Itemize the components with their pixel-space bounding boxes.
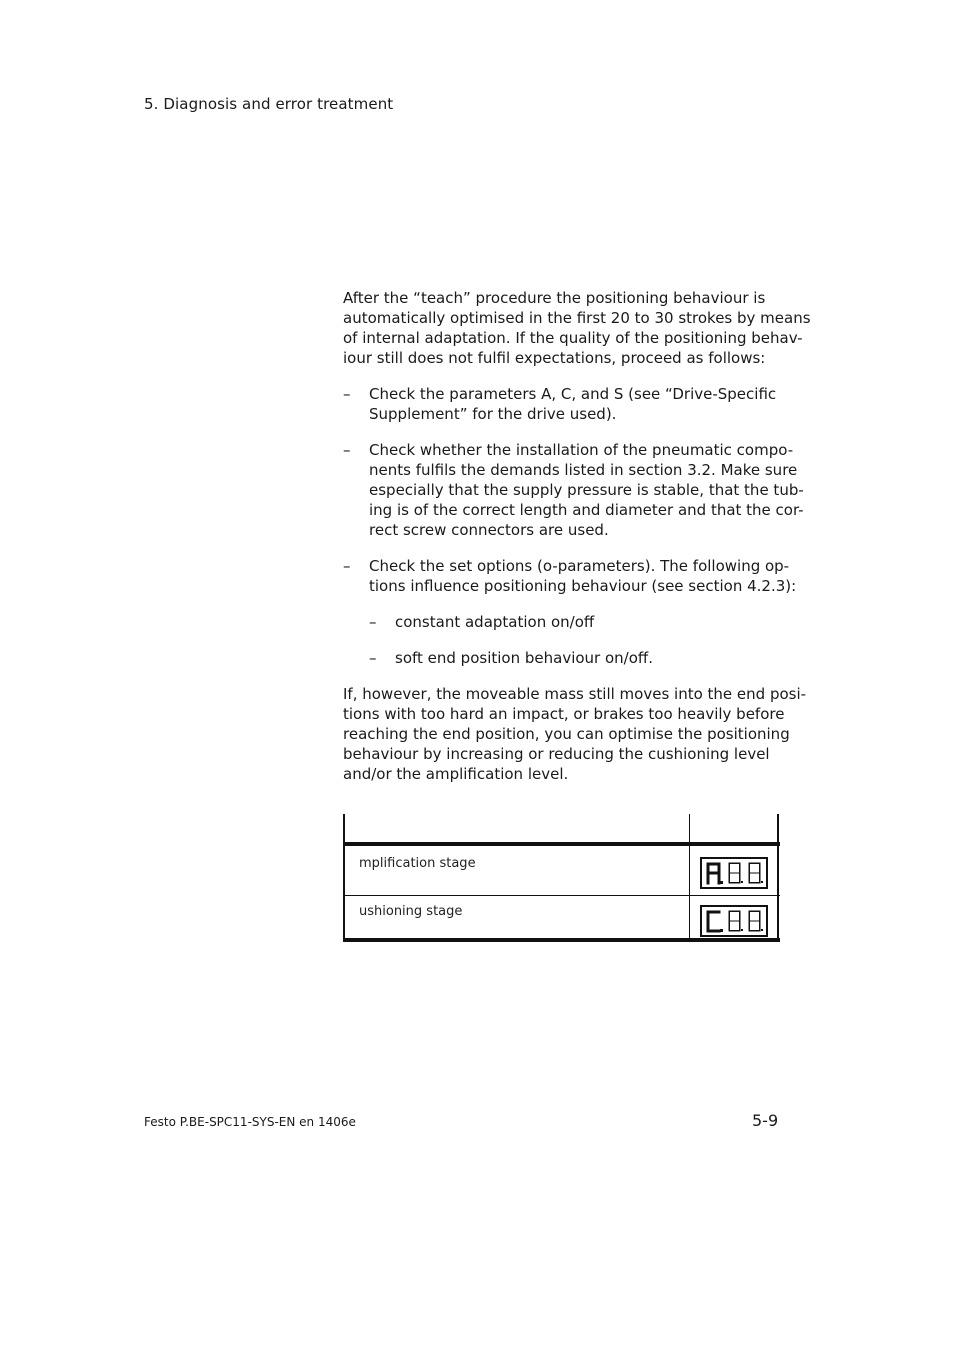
bullet-item-installation: [343, 440, 804, 540]
bullet-item-parameters: [343, 384, 783, 424]
display-a-icon: [702, 859, 766, 887]
text-line: tions with too hard an impact, or brakes too heavily before: [343, 705, 785, 723]
text-line: of internal adaptation. If the quality of the positioning behav-: [343, 329, 803, 347]
bullet-dash: –: [343, 441, 351, 459]
text-line: Check the set options (o-parameters). The following op-: [369, 557, 790, 575]
text-line: nents fulfils the demands listed in section 3.2. Make sure: [369, 461, 798, 479]
text-line: iour still does not fulfil expectations, proceed as follows:: [343, 349, 766, 367]
table-border: [777, 814, 779, 942]
text-line: reaching the end position, you can optimise the positioning: [343, 725, 790, 743]
seven-segment-display-c: [700, 905, 768, 937]
sub-bullet-text: constant adaptation on/off: [395, 613, 595, 631]
intro-paragraph: [343, 288, 811, 368]
sub-bullet-item: [369, 612, 769, 632]
closing-paragraph: [343, 684, 807, 784]
bullet-dash: –: [343, 557, 351, 575]
footer-document-id: Festo P.BE-SPC11-SYS-EN en 1406e: [144, 1115, 356, 1129]
text-line: Supplement” for the drive used).: [369, 405, 617, 423]
bullet-dash: –: [369, 649, 377, 667]
seven-segment-display-a: [700, 857, 768, 889]
sub-bullet-text: soft end position behaviour on/off.: [395, 649, 653, 667]
bullet-dash: –: [343, 385, 351, 403]
table-border: [343, 814, 345, 942]
chapter-header: 5. Diagnosis and error treatment: [144, 95, 394, 113]
sub-bullet-item: [369, 648, 769, 668]
table-row-rule: [343, 895, 780, 896]
row-label-cushioning: ushioning stage: [359, 904, 463, 919]
page-number: 5-9: [752, 1111, 779, 1130]
table-divider: [689, 814, 690, 942]
table-header-rule: [343, 842, 780, 846]
row-label-amplification: mplification stage: [359, 856, 476, 871]
bullet-dash: –: [369, 613, 377, 631]
text-line: If, however, the moveable mass still moves into the end posi-: [343, 685, 807, 703]
bullet-item-options: [343, 556, 797, 596]
text-line: Check the parameters A, C, and S (see “Drive-Specific: [369, 385, 777, 403]
display-c-icon: [702, 907, 766, 935]
text-line: especially that the supply pressure is stable, that the tub-: [369, 481, 804, 499]
text-line: ing is of the correct length and diameter and that the cor-: [369, 501, 804, 519]
text-line: Check whether the installation of the pneumatic compo-: [369, 441, 794, 459]
text-line: tions influence positioning behaviour (see section 4.2.3):: [369, 577, 797, 595]
text-line: automatically optimised in the first 20 to 30 strokes by means: [343, 309, 811, 327]
text-line: and/or the amplification level.: [343, 765, 569, 783]
text-line: behaviour by increasing or reducing the cushioning level: [343, 745, 770, 763]
text-line: After the “teach” procedure the positioning behaviour is: [343, 289, 766, 307]
stage-table: [343, 814, 780, 944]
text-line: rect screw connectors are used.: [369, 521, 609, 539]
